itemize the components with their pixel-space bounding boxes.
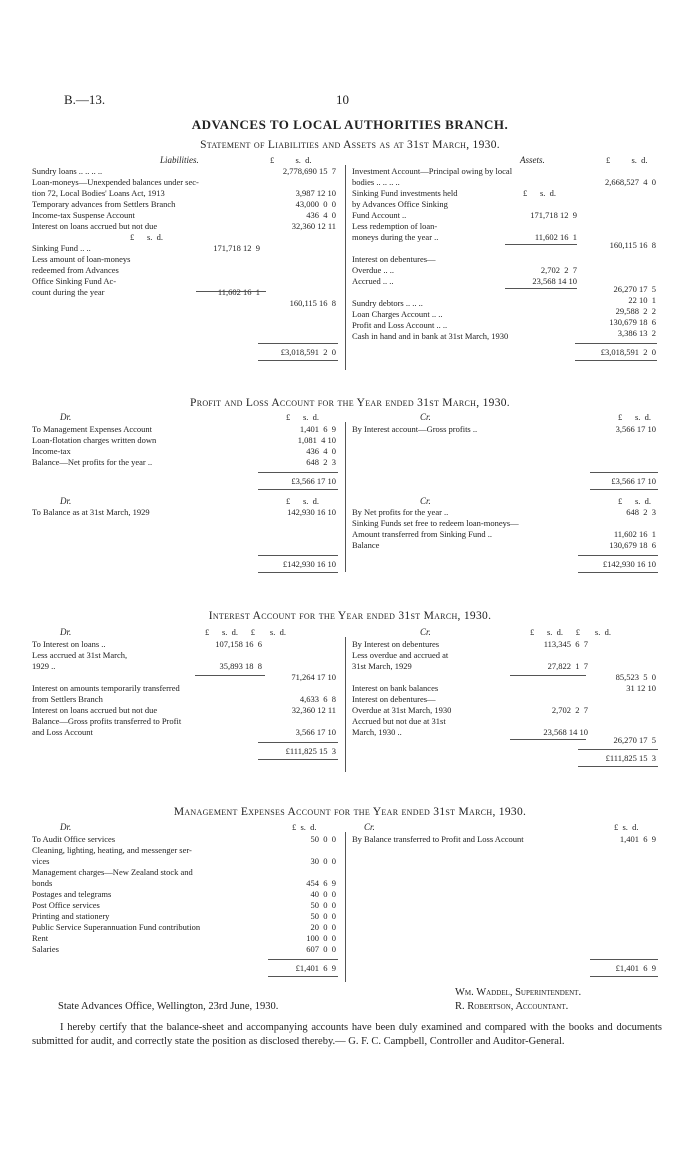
liab-line: Sinking Fund .. .. — [32, 243, 91, 253]
pl-cr-head: Cr. — [420, 412, 431, 422]
mgmt-dr-line: Postages and telegrams — [32, 889, 112, 899]
pl-dr-amount: 1,081 4 10 — [297, 435, 336, 445]
liab-line: Income-tax Suspense Account — [32, 210, 135, 220]
int-dr-line: 1929 .. — [32, 661, 56, 671]
asset-inner-amount: 2,702 2 7 — [540, 265, 577, 275]
int-cr-inner: 2,702 2 7 — [551, 705, 588, 715]
asset-amount: 160,115 16 8 — [609, 240, 656, 250]
mgmt-dr-amount: 50 0 0 — [310, 834, 336, 844]
pl-cr-head-2: Cr. — [420, 496, 431, 506]
pl-dr-line: Income-tax — [32, 446, 71, 456]
liab-line: tion 72, Local Bodies' Loans Act, 1913 — [32, 188, 165, 198]
pl-dr-amount: 142,930 16 10 — [287, 507, 336, 517]
pl-cr-currency-2: £ s. d. — [618, 496, 652, 506]
asset-line: by Advances Office Sinking — [352, 199, 448, 209]
liab-inner-amount: 11,602 16 1 — [217, 287, 260, 297]
asset-line: Investment Account—Principal owing by local — [352, 166, 513, 176]
pl-dr-currency-2: £ s. d. — [286, 496, 320, 506]
rule — [578, 555, 658, 556]
asset-inner-amount: 23,568 14 10 — [532, 276, 577, 286]
int-cr-line: Less overdue and accrued at — [352, 650, 449, 660]
mgmt-dr-line: Public Service Superannuation Fund contribution — [32, 922, 201, 932]
mgmt-dr-amount: 100 0 0 — [306, 933, 336, 943]
int-cr-inner: 23,568 14 10 — [543, 727, 588, 737]
mgmt-dr-line: Post Office services — [32, 900, 100, 910]
int-cr-amount: 31 12 10 — [626, 683, 656, 693]
assets-currency-head: £ s. d. — [606, 155, 648, 165]
pl-dr-head: Dr. — [60, 412, 72, 422]
assets-inner-currency-head: £ s. d. — [523, 188, 557, 198]
int-cr-inner: 27,822 1 7 — [547, 661, 588, 671]
liab-amount: 436 4 0 — [306, 210, 336, 220]
liab-inner-currency-head: £ s. d. — [130, 232, 164, 242]
pl-cr-currency: £ s. d. — [618, 412, 652, 422]
asset-total: £3,018,591 2 0 — [600, 347, 656, 357]
mgmt-dr-line: Management charges—New Zealand stock and — [32, 867, 193, 877]
asset-amount: 130,679 18 6 — [609, 317, 656, 327]
asset-line: Overdue .. .. — [352, 265, 395, 275]
int-cr-line: Overdue at 31st March, 1930 — [352, 705, 452, 715]
rule — [590, 489, 658, 490]
asset-line: Loan Charges Account .. .. — [352, 309, 443, 319]
liab-line: Interest on loans accrued but not due — [32, 221, 158, 231]
asset-line: moneys during the year .. — [352, 232, 439, 242]
rule — [510, 675, 586, 676]
page-header — [0, 92, 700, 108]
mgmt-dr-amount: 454 6 9 — [306, 878, 336, 888]
int-dr-inner: 107,158 16 6 — [215, 639, 262, 649]
int-dr-line: and Loss Account — [32, 727, 93, 737]
int-cr-line: Accrued but not due at 31st — [352, 716, 446, 726]
liab-amount: 160,115 16 8 — [289, 298, 336, 308]
interest-account-title: Interest Account for the Year ended 31st March, 1930. — [208, 610, 492, 622]
mgmt-dr-amount: 40 0 0 — [310, 889, 336, 899]
asset-amount: 29,588 2 2 — [615, 306, 656, 316]
balance-divider — [345, 165, 346, 370]
mgmt-dr-amount: 50 0 0 — [310, 900, 336, 910]
mgmt-dr-line: bonds — [32, 878, 53, 888]
asset-amount: 3,386 13 2 — [617, 328, 656, 338]
profit-loss-title: Profit and Loss Account for the Year ended 31st March, 1930. — [190, 397, 510, 409]
audit-certificate: I hereby certify that the balance-sheet and accompanying accounts have been duly examined and compared with the books and documents submitted for audit, and correctly state the position as disclosed thereby.— G. F. C. Campbell, Controller and Auditor-General. — [32, 1022, 662, 1047]
pl-dr-currency: £ s. d. — [286, 412, 320, 422]
mgmt-dr-line: Printing and stationery — [32, 911, 110, 921]
rule — [505, 288, 577, 289]
mgmt-dr-head: Dr. — [60, 822, 72, 832]
mgmt-dr-line: Rent — [32, 933, 49, 943]
rule — [505, 244, 577, 245]
int-cr-total: £111,825 15 3 — [605, 753, 656, 763]
int-cr-amount: 26,270 17 5 — [613, 735, 656, 745]
rule — [258, 360, 338, 361]
pl-cr-amount: 648 2 3 — [626, 507, 656, 517]
pl-dr-line: Balance—Net profits for the year .. — [32, 457, 153, 467]
rule — [510, 739, 586, 740]
int-dr-line: Interest on amounts temporarily transferred — [32, 683, 180, 693]
mgmt-dr-total: £1,401 6 9 — [295, 963, 336, 973]
liab-line: Office Sinking Fund Ac- — [32, 276, 117, 286]
int-dr-line: from Settlers Branch — [32, 694, 103, 704]
liab-line: Less amount of loan-moneys — [32, 254, 131, 264]
rule — [258, 759, 338, 760]
int-dr-amount: 4,633 6 8 — [299, 694, 336, 704]
int-cr-inner: 113,345 6 7 — [543, 639, 588, 649]
int-cr-line: Interest on bank balances — [352, 683, 439, 693]
mgmt-dr-line: Cleaning, lighting, heating, and messenger ser- — [32, 845, 192, 855]
rule — [578, 749, 658, 750]
asset-line: Profit and Loss Account .. .. — [352, 320, 448, 330]
pl-dr-amount: 436 4 0 — [306, 446, 336, 456]
int-cr-head: Cr. — [420, 627, 431, 637]
int-dr-line: Balance—Gross profits transferred to Profit — [32, 716, 182, 726]
int-dr-amount: 32,360 12 11 — [291, 705, 336, 715]
pl-dr-amount: 648 2 3 — [306, 457, 336, 467]
asset-amount: 26,270 17 5 — [613, 284, 656, 294]
asset-line: Fund Account .. — [352, 210, 407, 220]
rule — [258, 572, 338, 573]
liab-amount: 32,360 12 11 — [291, 221, 336, 231]
rule — [268, 976, 338, 977]
rule — [195, 675, 265, 676]
int-dr-line: Interest on loans accrued but not due — [32, 705, 158, 715]
rule — [575, 360, 657, 361]
mgmt-dr-line: vices — [32, 856, 50, 866]
int-cr-currency: £ s. d. £ s. d. — [530, 627, 611, 637]
liab-line: count during the year — [32, 287, 105, 297]
rule — [590, 472, 658, 473]
rule — [258, 343, 338, 344]
rule — [268, 959, 338, 960]
pl-dr-line: Loan-flotation charges written down — [32, 435, 157, 445]
accountant-signature: R. Robertson, Accountant. — [455, 1001, 569, 1012]
balance-sheet-title: Statement of Liabilities and Assets as at 31st March, 1930. — [200, 139, 500, 151]
rule — [578, 766, 658, 767]
pl-cr-line: Sinking Funds set free to redeem loan-moneys— — [352, 518, 519, 528]
mgmt-dr-amount: 20 0 0 — [310, 922, 336, 932]
liab-line: Loan-moneys—Unexpended balances under sec- — [32, 177, 199, 187]
mgmt-divider — [345, 832, 346, 982]
rule — [578, 572, 658, 573]
int-dr-line: To Interest on loans .. — [32, 639, 106, 649]
rule — [258, 555, 338, 556]
pl-dr-total: £142,930 16 10 — [282, 559, 336, 569]
pl-dr-amount: 1,401 6 9 — [299, 424, 336, 434]
liab-currency-head: £ s. d. — [270, 155, 312, 165]
rule — [575, 343, 657, 344]
int-dr-amount: 3,566 17 10 — [295, 727, 336, 737]
pl-cr-line: By Interest account—Gross profits .. — [352, 424, 478, 434]
int-dr-amount: 71,264 17 10 — [291, 672, 336, 682]
rule — [196, 291, 266, 292]
pl-cr-amount: 3,566 17 10 — [615, 424, 656, 434]
mgmt-cr-line: By Balance transferred to Profit and Loss Account — [352, 834, 524, 844]
pl-cr-line: Balance — [352, 540, 380, 550]
mgmt-dr-line: Salaries — [32, 944, 59, 954]
management-expenses-title: Management Expenses Account for the Year ended 31st March, 1930. — [173, 806, 527, 818]
pl-dr-total: £3,566 17 10 — [291, 476, 336, 486]
asset-line: Sinking Fund investments held — [352, 188, 458, 198]
pl-cr-amount: 11,602 16 1 — [613, 529, 656, 539]
liabilities-heading: Liabilities. — [160, 155, 199, 165]
liab-amount: 2,778,690 15 7 — [282, 166, 336, 176]
int-cr-line: By Interest on debentures — [352, 639, 440, 649]
liab-line: redeemed from Advances — [32, 265, 119, 275]
pl-cr-line: By Net profits for the year .. — [352, 507, 449, 517]
pl-dr-line: To Management Expenses Account — [32, 424, 153, 434]
int-dr-line: Less accrued at 31st March, — [32, 650, 128, 660]
asset-inner-amount: 11,602 16 1 — [534, 232, 577, 242]
liab-inner-amount: 171,718 12 9 — [213, 243, 260, 253]
asset-amount: 22 10 1 — [628, 295, 656, 305]
mgmt-dr-amount: 30 0 0 — [310, 856, 336, 866]
mgmt-cr-currency: £ s. d. — [614, 822, 639, 832]
int-dr-currency: £ s. d. £ s. d. — [205, 627, 286, 637]
int-dr-head: Dr. — [60, 627, 72, 637]
mgmt-dr-amount: 607 0 0 — [306, 944, 336, 954]
superintendent-signature: Wm. Waddel, Superintendent. — [455, 987, 582, 998]
asset-line: Less redemption of loan- — [352, 221, 438, 231]
pl-cr-total: £3,566 17 10 — [611, 476, 656, 486]
pl-divider — [345, 422, 346, 572]
branch-title: ADVANCES TO LOCAL AUTHORITIES BRANCH. — [191, 117, 509, 132]
liab-amount: 3,987 12 10 — [295, 188, 336, 198]
office-date: State Advances Office, Wellington, 23rd June, 1930. — [58, 1001, 279, 1012]
rule — [258, 742, 338, 743]
rule — [258, 472, 338, 473]
asset-line: Accrued .. .. — [352, 276, 394, 286]
page-number: 10 — [336, 92, 349, 107]
pl-cr-total: £142,930 16 10 — [602, 559, 656, 569]
int-dr-inner: 35,893 18 8 — [219, 661, 262, 671]
liab-line: Sundry loans .. .. .. .. — [32, 166, 103, 176]
pl-dr-line: To Balance as at 31st March, 1929 — [32, 507, 150, 517]
asset-line: Interest on debentures— — [352, 254, 436, 264]
mgmt-cr-head: Cr. — [364, 822, 375, 832]
asset-line: bodies .. .. .. .. — [352, 177, 400, 187]
mgmt-cr-total: £1,401 6 9 — [615, 963, 656, 973]
rule — [258, 489, 338, 490]
pl-cr-line: Amount transferred from Sinking Fund .. — [352, 529, 492, 539]
interest-divider — [345, 637, 346, 772]
assets-heading: Assets. — [520, 155, 545, 165]
liab-line: Temporary advances from Settlers Branch — [32, 199, 176, 209]
mgmt-dr-line: To Audit Office services — [32, 834, 116, 844]
int-cr-line: Interest on debentures— — [352, 694, 436, 704]
pl-dr-head-2: Dr. — [60, 496, 72, 506]
int-cr-amount: 85,523 5 0 — [615, 672, 656, 682]
report-ref: B.—13. — [64, 92, 106, 107]
liab-amount: 43,000 0 0 — [295, 199, 336, 209]
asset-inner-amount: 171,718 12 9 — [530, 210, 577, 220]
int-cr-line: 31st March, 1929 — [352, 661, 412, 671]
mgmt-dr-currency: £ s. d. — [292, 822, 317, 832]
mgmt-cr-amount: 1,401 6 9 — [619, 834, 656, 844]
liab-total: £3,018,591 2 0 — [280, 347, 336, 357]
int-dr-total: £111,825 15 3 — [285, 746, 336, 756]
mgmt-dr-amount: 50 0 0 — [310, 911, 336, 921]
rule — [590, 959, 658, 960]
int-cr-line: March, 1930 .. — [352, 727, 402, 737]
asset-line: Sundry debtors .. .. .. — [352, 298, 423, 308]
asset-amount: 2,668,527 4 0 — [605, 177, 656, 187]
rule — [590, 976, 658, 977]
pl-cr-amount: 130,679 18 6 — [609, 540, 656, 550]
asset-line: Cash in hand and in bank at 31st March, 1930 — [352, 331, 509, 341]
